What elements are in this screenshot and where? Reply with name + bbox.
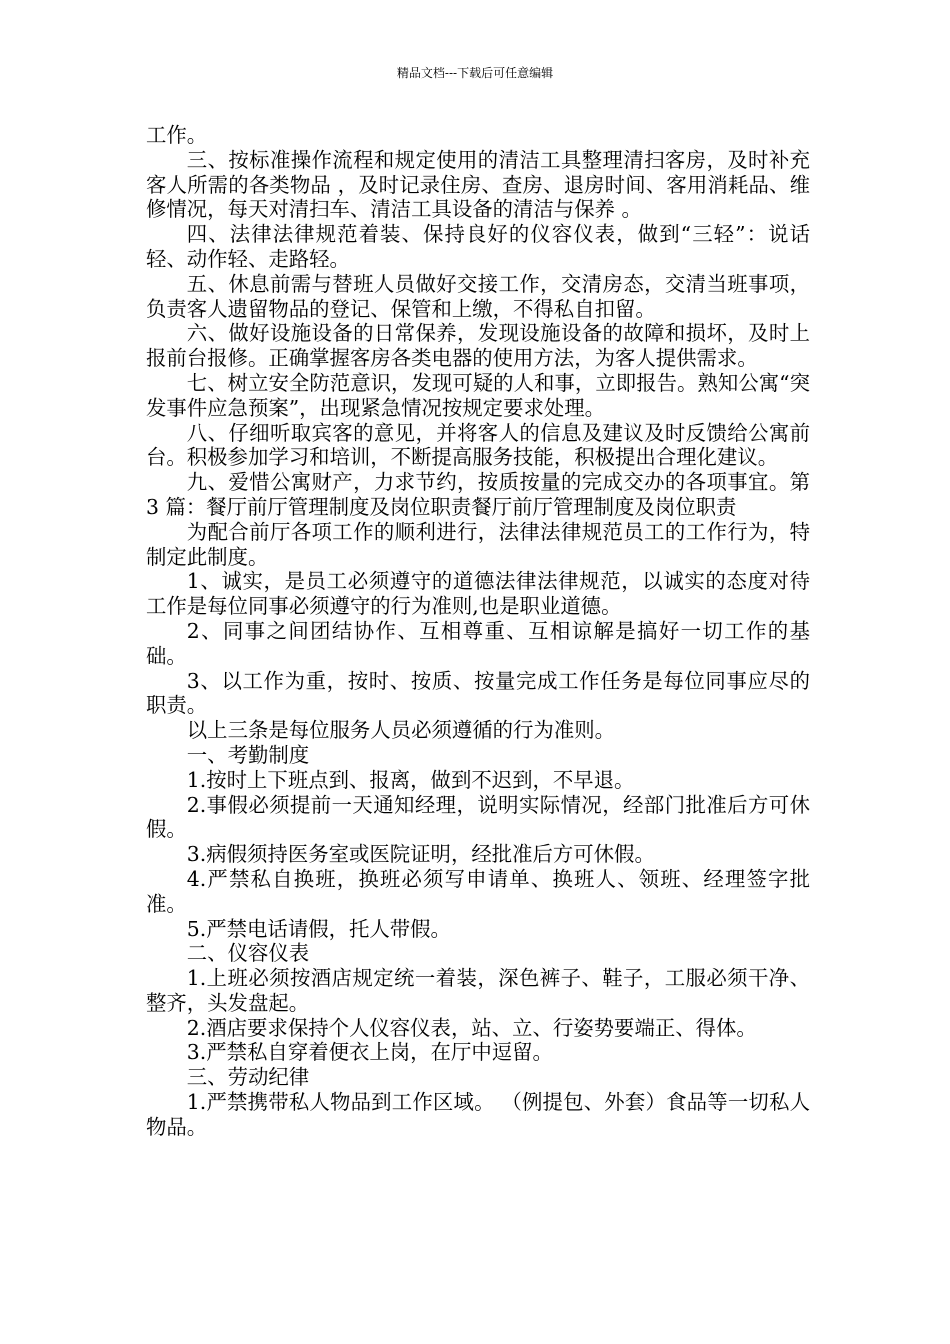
- paragraph: 2、同事之间团结协作、互相尊重、互相谅解是搞好一切工作的基础。: [146, 618, 810, 668]
- paragraph: 为配合前厅各项工作的顺利进行，法律法律规范员工的工作行为，特制定此制度。: [146, 519, 810, 569]
- list-item: 1.按时上下班点到、报离，做到不迟到，不早退。: [186, 767, 635, 792]
- list-item: 1.上班必须按酒店规定统一着装，深色裤子、鞋子，工服必须干净、整齐，头发盘起。: [146, 966, 810, 1015]
- list-item: 1.严禁携带私人物品到工作区域。 （例提包、外套）食品等一切私人物品。: [146, 1090, 810, 1139]
- paragraph: 四、法律法律规范着装、保持良好的仪容仪表，做到“三轻”：说话轻、动作轻、走路轻。: [146, 222, 810, 271]
- list-item: 2.酒店要求保持个人仪容仪表，站、立、行姿势要端正、得体。: [186, 1015, 757, 1040]
- paragraph: 1、诚实，是员工必须遵守的道德法律法律规范，以诚实的态度对待工作是每位同事必须遵守的行为准则,也是职业道德。: [146, 569, 810, 619]
- list-item: 3.病假须持医务室或医院证明，经批准后方可休假。: [186, 842, 655, 867]
- document-body: [146, 123, 810, 1140]
- list-item: 3.严禁私自穿着便衣上岗，在厅中逗留。: [186, 1040, 553, 1065]
- paragraph: 工作。: [146, 123, 208, 147]
- paragraph: 3、以工作为重，按时、按质、按量完成工作任务是每位同事应尽的职责。: [146, 668, 810, 718]
- paragraph: 三、按标准操作流程和规定使用的清洁工具整理清扫客房，及时补充客人所需的各类物品 ，及时记录住房、查房、退房时间、客用消耗品、维修情况，每天对清扫车、清洁工具设备的清洁与保养 。: [146, 147, 810, 222]
- section-heading: 二、仪容仪表: [186, 941, 310, 966]
- section-heading: 一、考勤制度: [186, 742, 310, 767]
- paragraph: 七、树立安全防范意识，发现可疑的人和事，立即报告。熟知公寓“突发事件应急预案”，出现紧急情况按规定要求处理。: [146, 370, 810, 420]
- list-item: 4.严禁私自换班，换班必须写申请单、换班人、领班、经理签字批准。: [146, 866, 810, 916]
- list-item: 5.严禁电话请假，托人带假。: [186, 916, 451, 941]
- paragraph: 以上三条是每位服务人员必须遵循的行为准则。: [186, 718, 615, 743]
- list-item: 2.事假必须提前一天通知经理，说明实际情况，经部门批准后方可休假。: [146, 792, 810, 842]
- paragraph: 五、休息前需与替班人员做好交接工作，交清房态，交清当班事项，负责客人遗留物品的登记、保管和上缴，不得私自扣留。: [146, 271, 810, 321]
- paragraph: 九、爱惜公寓财产，力求节约，按质按量的完成交办的各项事宜。第 3 篇：餐厅前厅管理制度及岗位职责餐厅前厅管理制度及岗位职责: [146, 470, 810, 519]
- page-header: 精品文档---下载后可任意编辑: [396, 66, 554, 80]
- section-heading: 三、劳动纪律: [186, 1065, 310, 1090]
- paragraph: 六、做好设施设备的日常保养，发现设施设备的故障和损坏，及时上报前台报修。正确掌握客房各类电器的使用方法，为客人提供需求。: [146, 321, 810, 371]
- paragraph: 八、仔细听取宾客的意见，并将客人的信息及建议及时反馈给公寓前台。积极参加学习和培训，不断提高服务技能，积极提出合理化建议。: [146, 420, 810, 470]
